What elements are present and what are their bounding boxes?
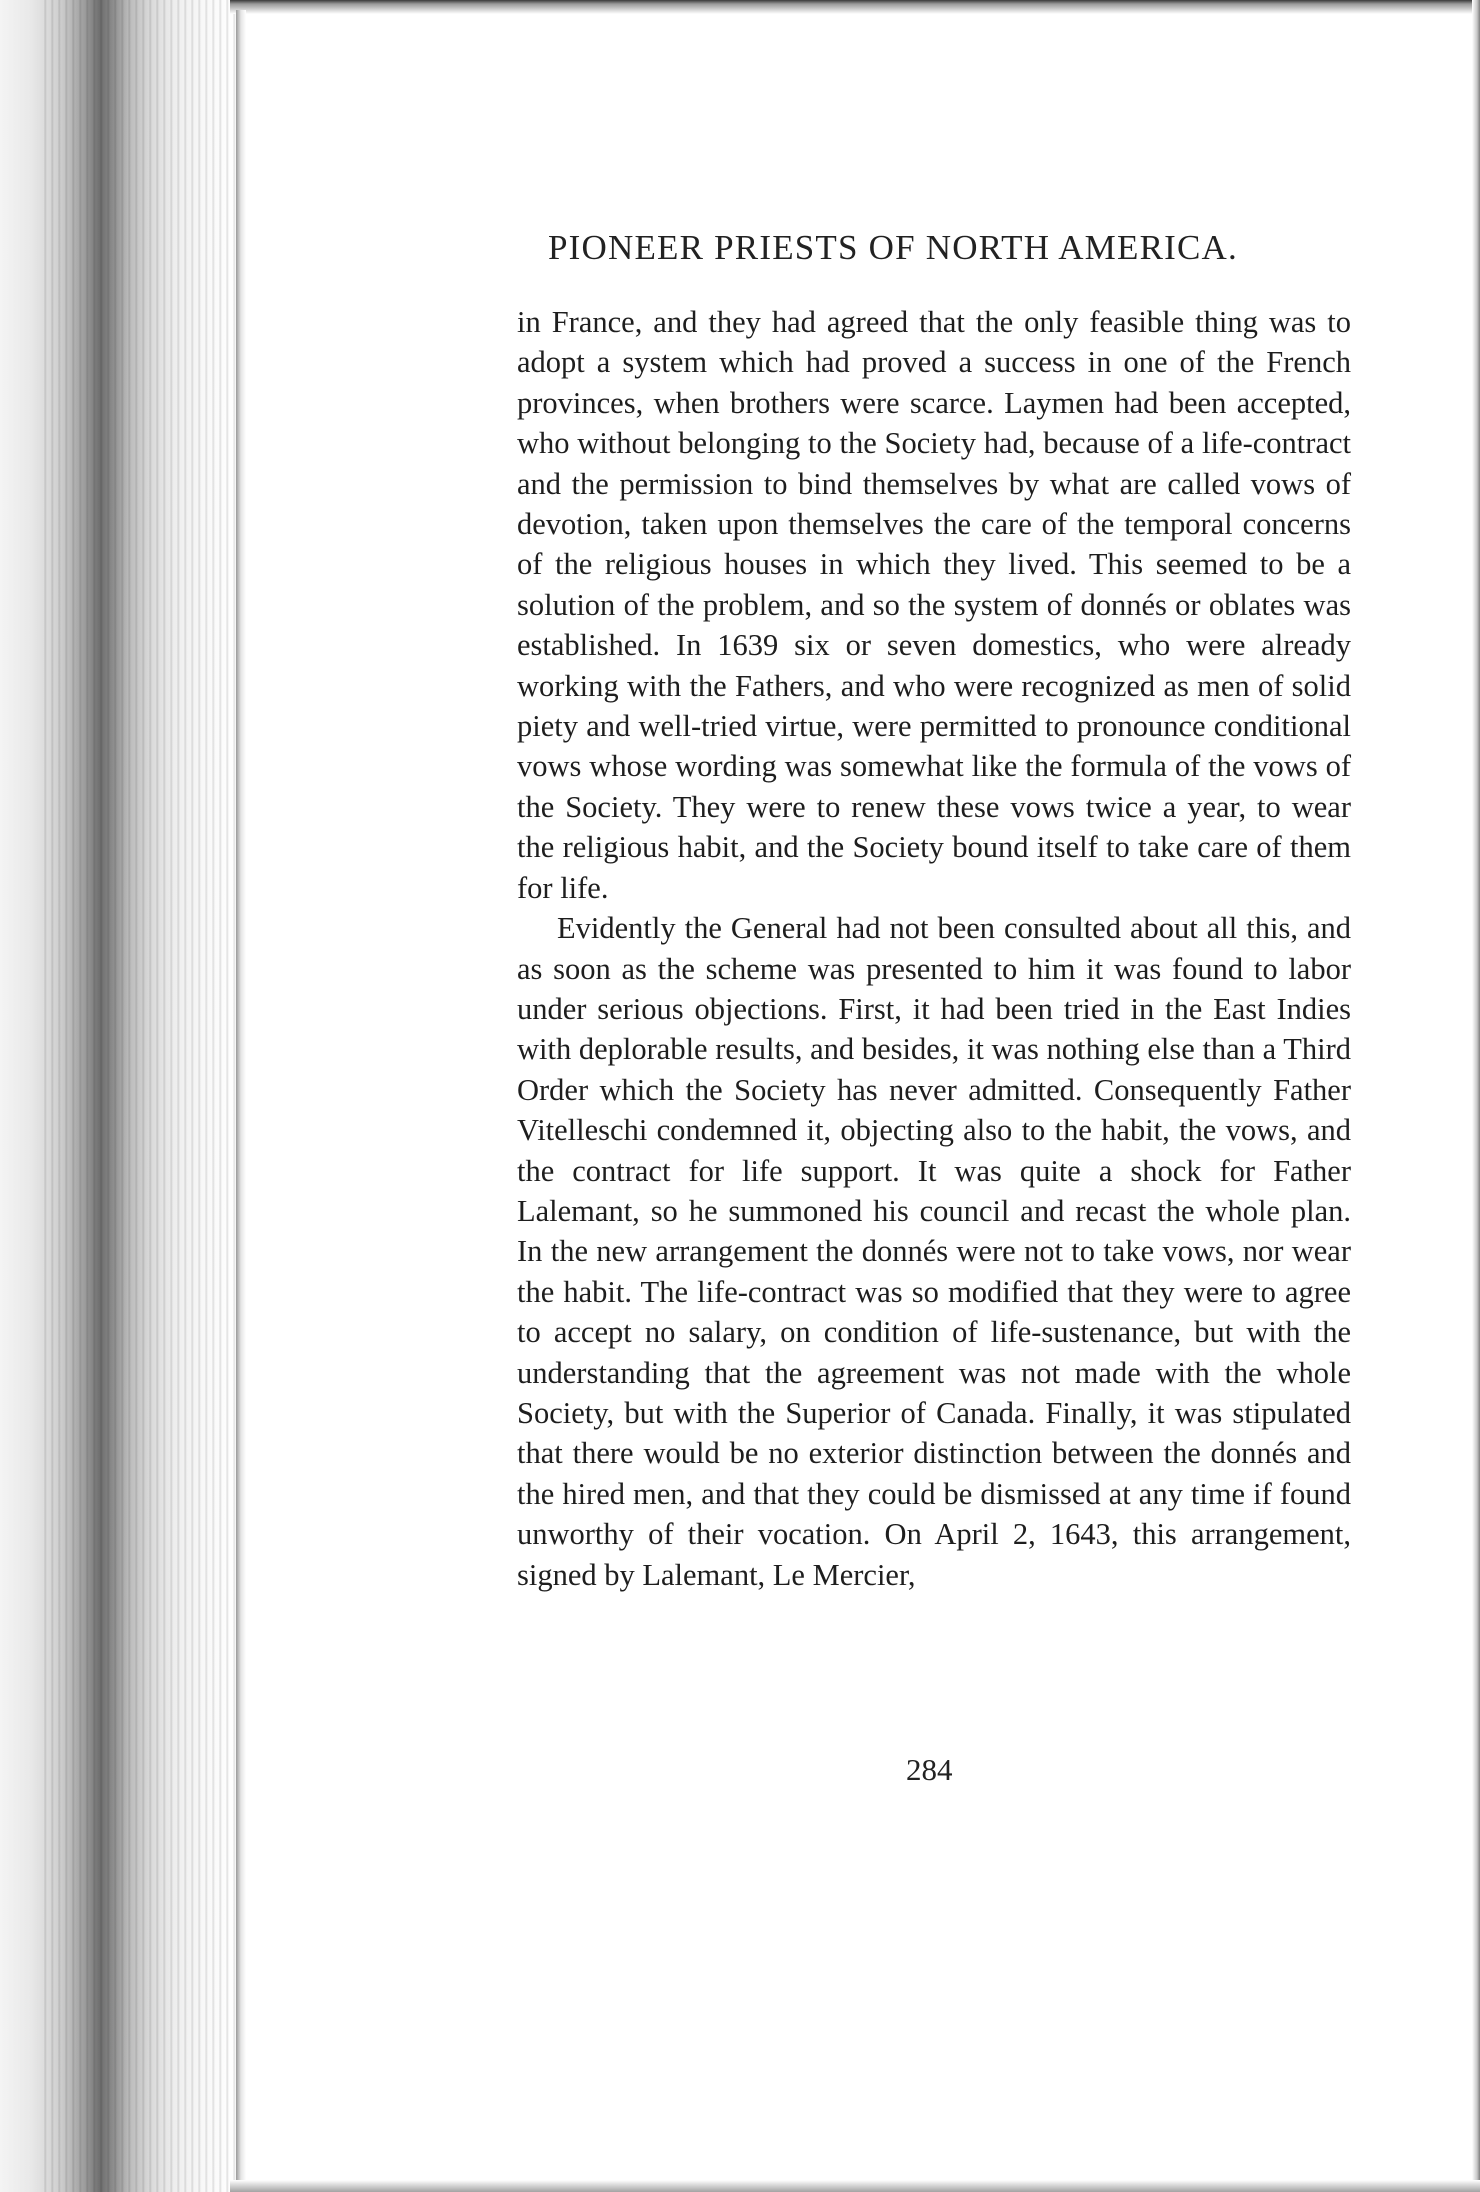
stacked-page-lines xyxy=(40,0,240,2192)
page-gutter-shadow xyxy=(236,10,246,2180)
running-head: PIONEER PRIESTS OF NORTH AMERICA. xyxy=(548,228,1238,267)
page-number: 284 xyxy=(906,1752,953,1787)
paragraph-2: Evidently the General had not been consulted about all this, and as soon as the scheme was presented to him it was found to labor under serious objections. First, it had been tried in the East Indies with deplorable results, and besides, it was nothing else than a Third Order which the Society has never admitted. Consequently Father Vitelleschi condemned it, objecting also to the habit, the vows, and the contract for life support. It was quite a shock for Father Lalemant, so he summoned his council and recast the whole plan. In the new arrangement the donnés were not to take vows, nor wear the habit. The life-contract was so modified that they were to agree to accept no salary, on condition of life-sustenance, but with the understanding that the agreement was not made with the whole Society, but with the Superior of Canada. Finally, it was stipulated that there would be no exterior distinction between the donnés and the hired men, and that they could be dismissed at any time if found unworthy of their vocation. On April 2, 1643, this arrangement, signed by Lalemant, Le Mercier, xyxy=(517,911,1351,1592)
body-text xyxy=(517,302,1351,1595)
page-right-shadow xyxy=(1472,0,1480,2192)
page-bottom-shadow xyxy=(230,2180,1480,2192)
paragraph-1: in France, and they had agreed that the only feasible thing was to adopt a system which had proved a success in one of the French provinces, when brothers were scarce. Laymen had been accepted, who without belonging to the Society had, because of a life-contract and the permission to bind themselves by what are called vows of devotion, taken upon themselves the care of the temporal concerns of the religious houses in which they lived. This seemed to be a solution of the problem, and so the system of donnés or oblates was established. In 1639 six or seven domestics, who were already working with the Fathers, and who were recognized as men of solid piety and well-tried virtue, were permitted to pronounce conditional vows whose wording was somewhat like the formula of the vows of the Society. They were to renew these vows twice a year, to wear the religious habit, and the Society bound itself to take care of them for life. xyxy=(517,305,1351,905)
page-top-shadow xyxy=(230,0,1480,14)
